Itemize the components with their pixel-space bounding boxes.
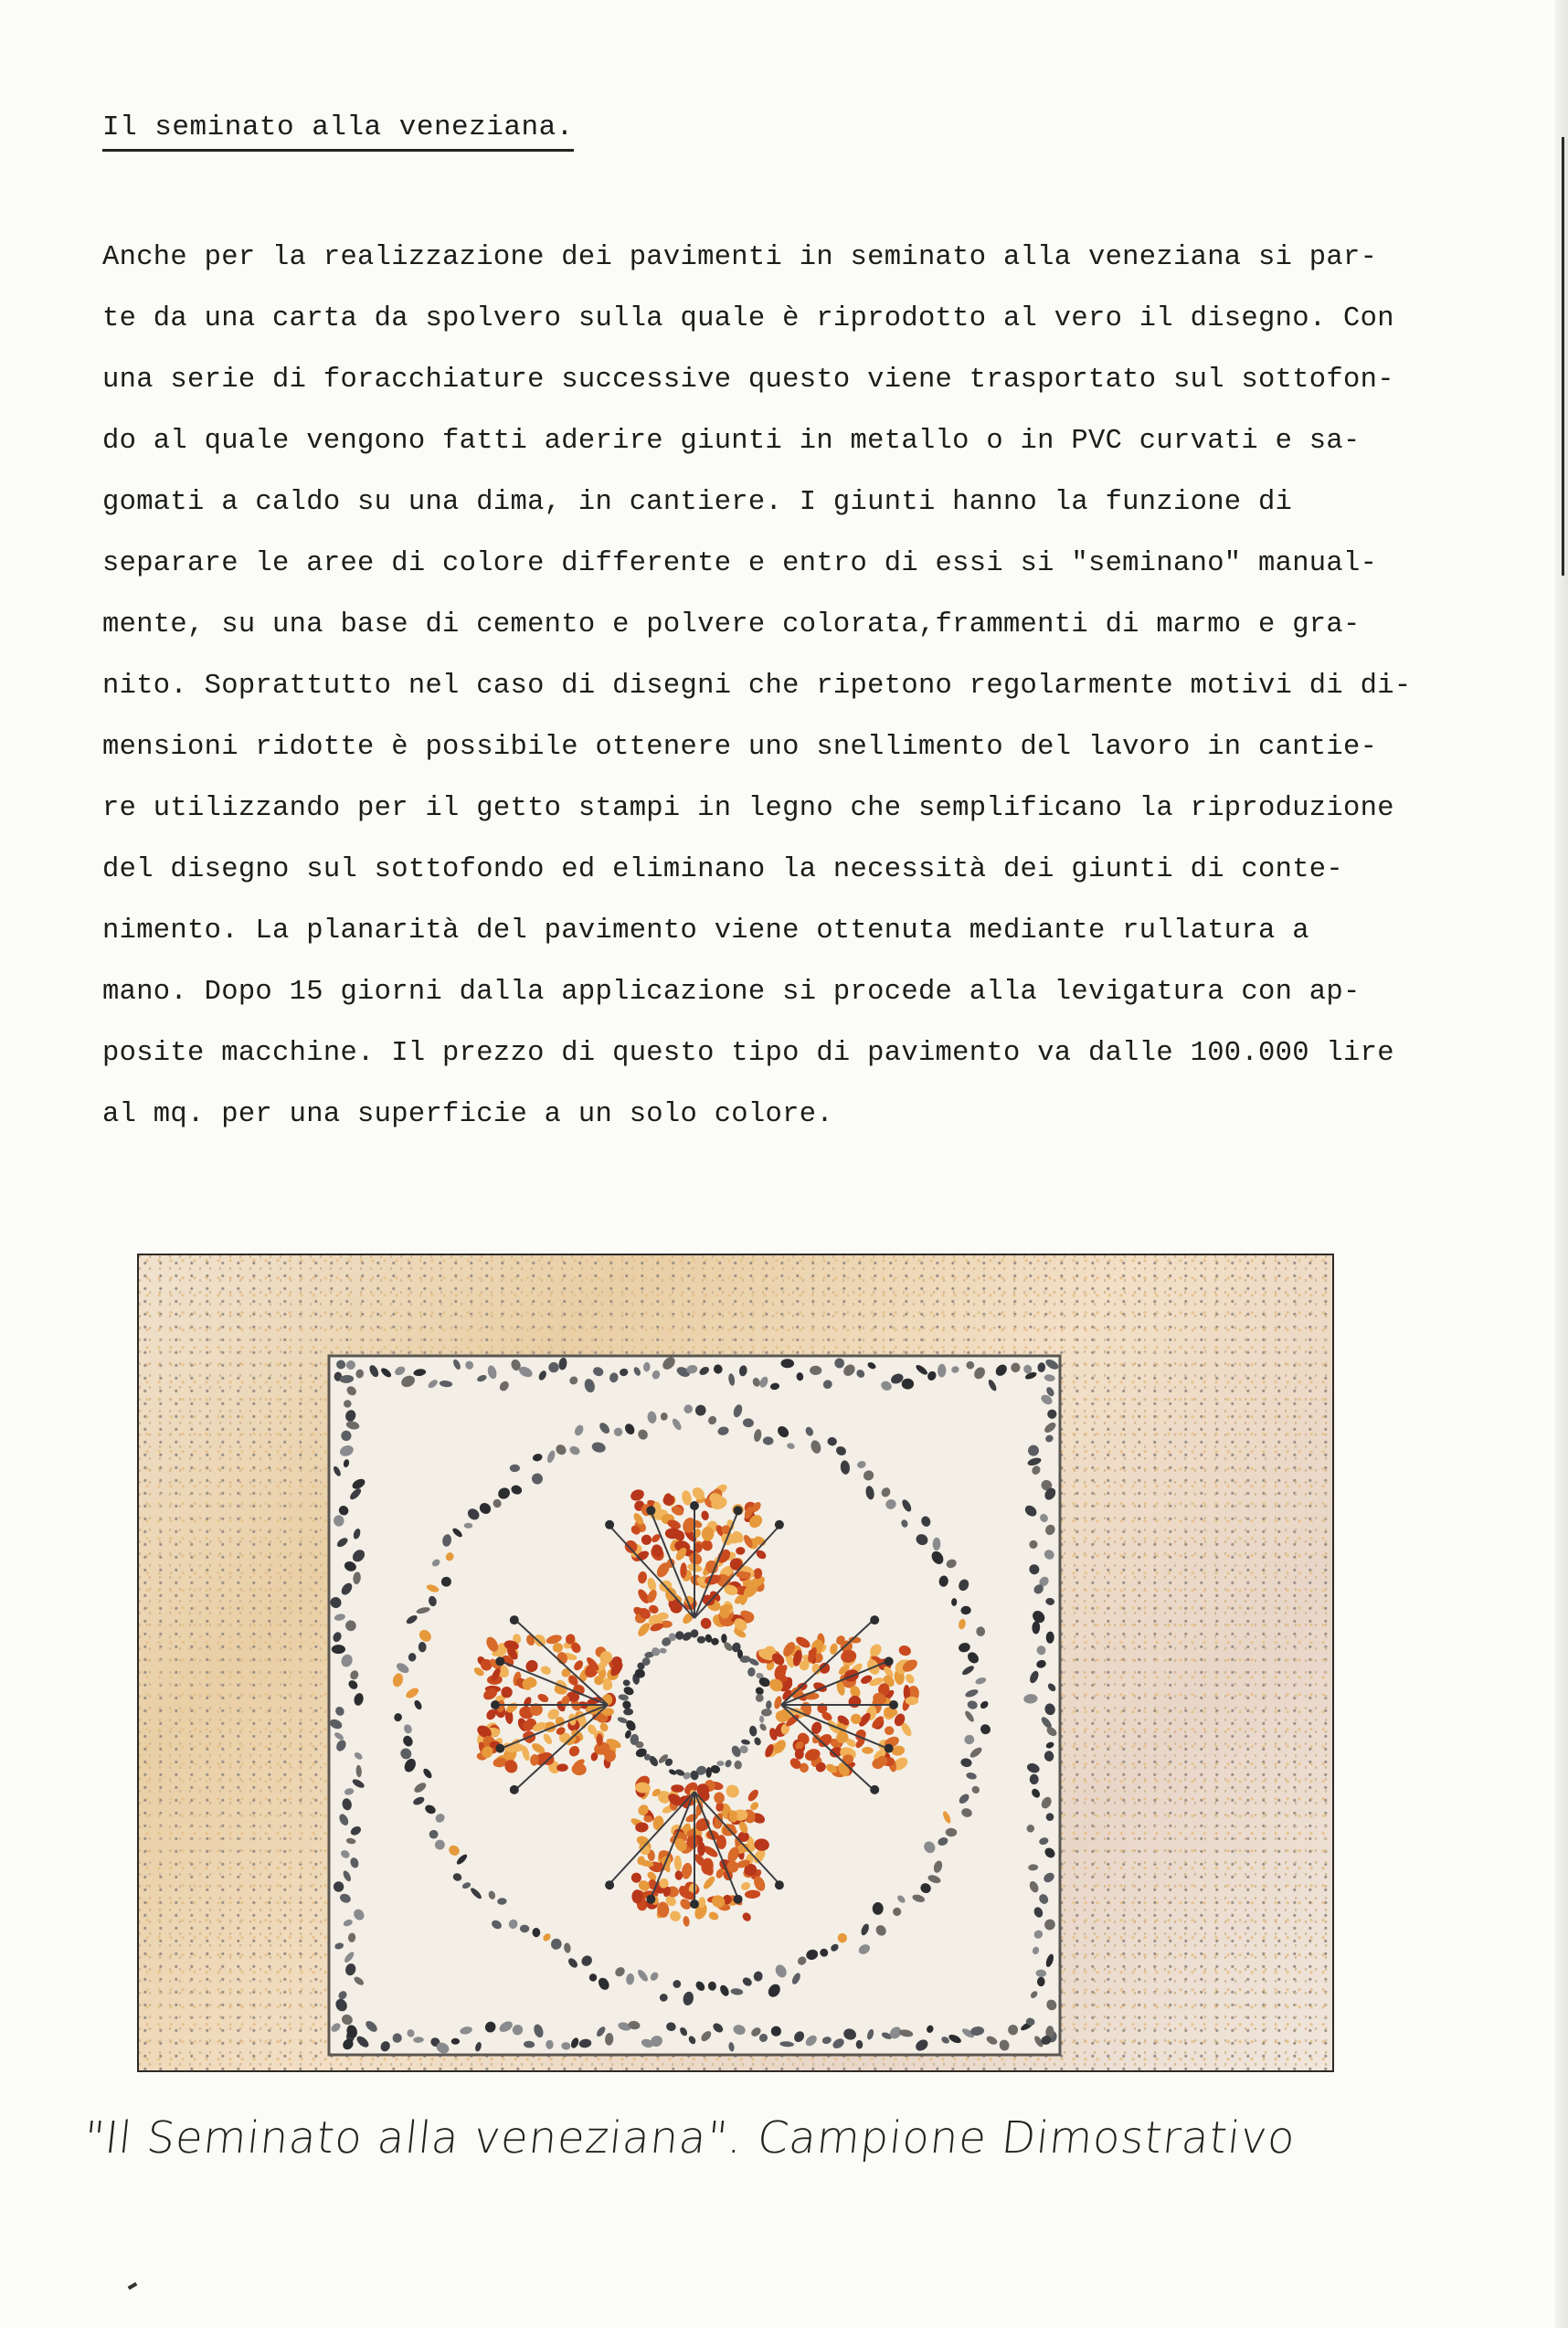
stamen-dot (605, 1880, 614, 1889)
paragraph-line: do al quale vengono fatti aderire giunti in metallo o in PVC curvati e sa- (102, 426, 1361, 457)
pebble (906, 1697, 919, 1705)
pebble (451, 2038, 460, 2045)
paragraph-line: te da una carta da spolvero sulla quale è riprodotto al vero il disegno. Con (102, 303, 1394, 334)
pebble (631, 1889, 642, 1903)
paragraph-line: nito. Soprattutto nel caso di disegni che ripetono regolarmente motivi di di- (102, 671, 1412, 702)
paragraph-line: al mq. per una superficie a un solo colore. (102, 1099, 833, 1130)
paragraph-line: mano. Dopo 15 giorni dalla applicazione si procede alla levigatura con ap- (102, 977, 1361, 1008)
pebble (665, 1528, 681, 1539)
stamen-dot (870, 1785, 879, 1794)
stamen-dot (495, 1744, 504, 1753)
paragraph-line: del disegno sul sottofondo ed eliminano la necessità dei giunti di conte- (102, 854, 1344, 885)
pebble (721, 1634, 726, 1643)
pen-mark (128, 2282, 138, 2290)
stamen-dot (690, 1501, 699, 1510)
stamen-dot (646, 1895, 655, 1904)
paragraph-line: mensioni ridotte è possibile ottenere uno snellimento del lavoro in cantie- (102, 732, 1378, 763)
stamen-dot (775, 1520, 784, 1529)
stamen-dot (870, 1615, 879, 1624)
paragraph-line: gomati a caldo su una dima, in cantiere. I giunti hanno la funzione di (102, 487, 1293, 518)
pebble (597, 1733, 603, 1746)
pebble (332, 1645, 345, 1654)
terrazzo-sample-photo (137, 1254, 1334, 2072)
stamen-dot (510, 1615, 519, 1624)
paragraph-line: posite macchine. Il prezzo di questo tipo di pavimento va dalle 100.000 lire (102, 1038, 1394, 1069)
pebble (1037, 1977, 1045, 1986)
stamen-dot (734, 1506, 743, 1515)
paragraph-line: re utilizzando per il getto stampi in legno che semplificano la riproduzione (102, 793, 1394, 824)
stamen-dot (885, 1656, 894, 1666)
stamen-dot (734, 1895, 743, 1904)
pebble (553, 1643, 563, 1653)
paragraph-line: Anche per la realizzazione dei pavimenti in seminato alla veneziana si par- (102, 242, 1378, 273)
stamen-dot (510, 1785, 519, 1794)
page-title: Il seminato alla veneziana. (102, 111, 574, 152)
handwritten-caption: "Il Seminato alla veneziana". Campione Dimostrativo (81, 2112, 1298, 2164)
paragraph-line: separare le aree di colore differente e entro di essi si "seminano" manual- (102, 548, 1378, 579)
stamen-dot (495, 1656, 504, 1666)
stamen-dot (646, 1506, 655, 1515)
mosaic-tile (329, 1356, 1060, 2055)
pebble (1030, 1774, 1039, 1784)
paragraph-line: nimento. La planarità del pavimento viene ottenuta mediante rullatura a (102, 915, 1309, 947)
mosaic-illustration (139, 1255, 1332, 2070)
stamen-dot (775, 1880, 784, 1889)
stamen-dot (690, 1899, 699, 1909)
stamen-dot (491, 1700, 500, 1709)
pebble (902, 1379, 914, 1390)
paragraph-line: una serie di foracchiature successive questo viene trasportato sul sottofon- (102, 365, 1394, 396)
page-edge-line (1562, 137, 1564, 576)
paragraph-line: mente, su una base di cemento e polvere colorata,frammenti di marmo e gra- (102, 609, 1361, 640)
stamen-dot (889, 1700, 898, 1709)
stamen-dot (605, 1520, 614, 1529)
stamen-dot (885, 1744, 894, 1753)
pebble (429, 1830, 439, 1839)
